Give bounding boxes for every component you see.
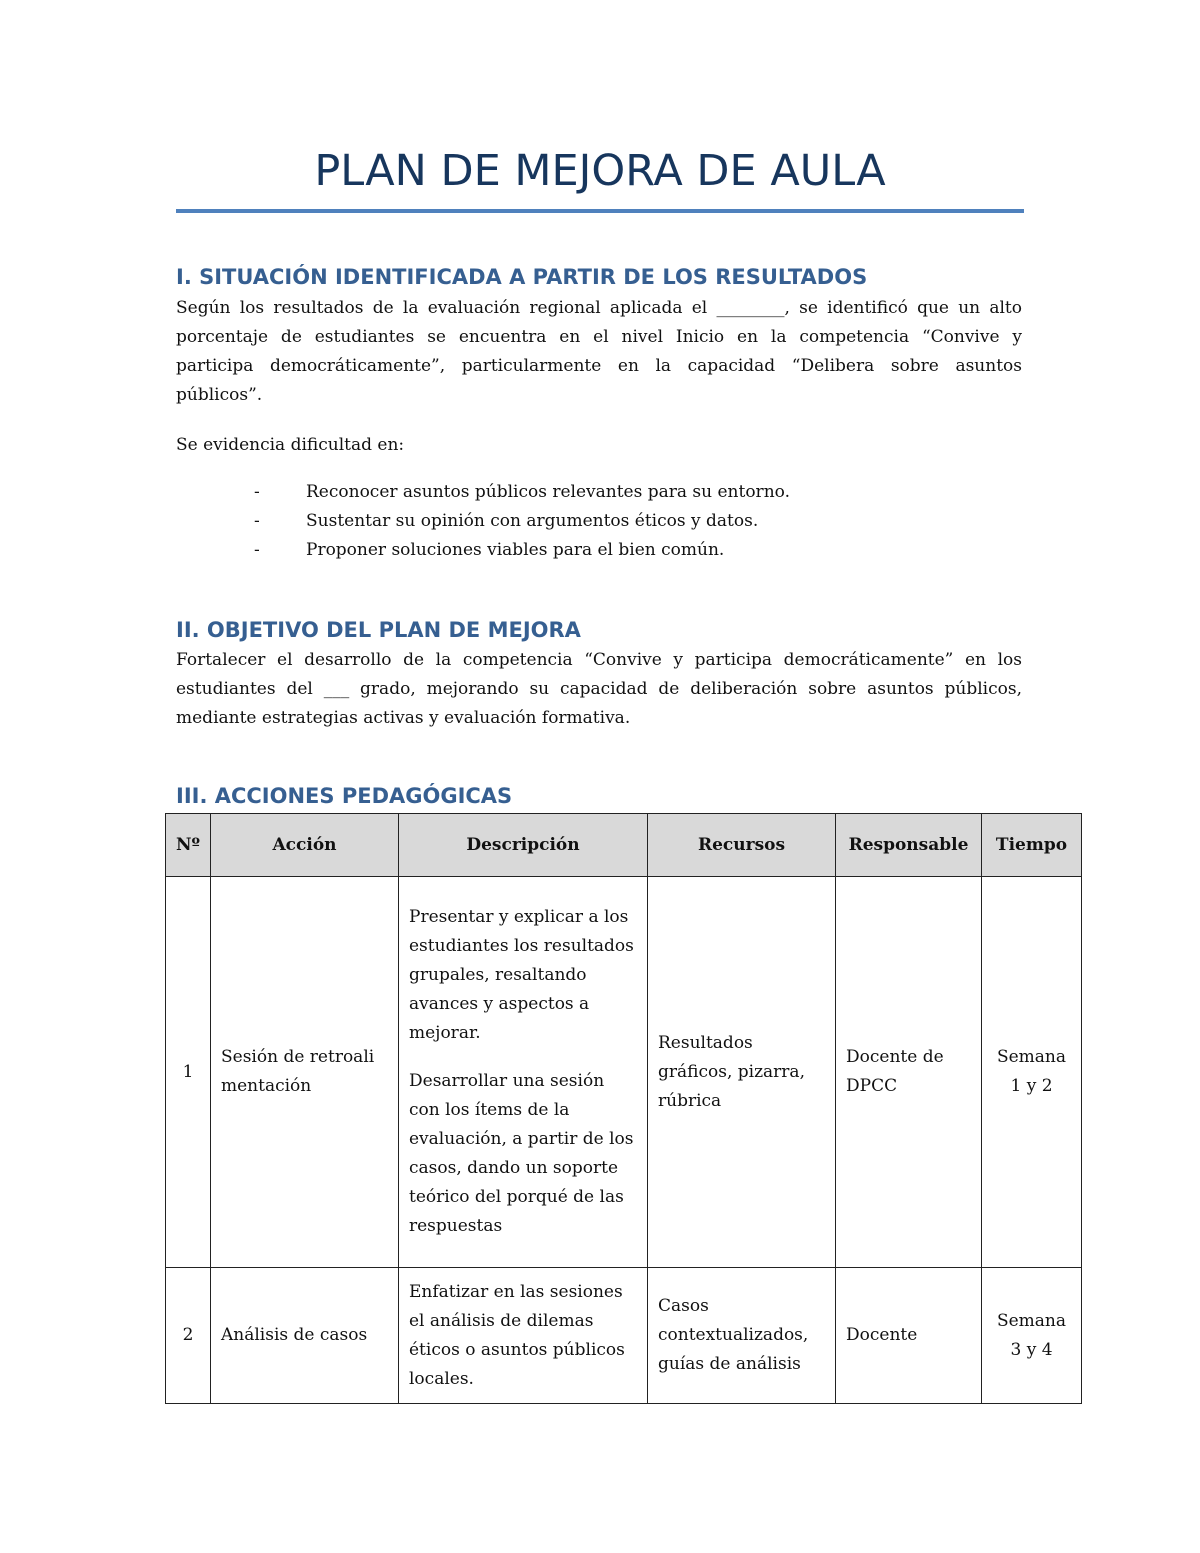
paragraph-line: públicos”. (176, 385, 263, 405)
paragraph-line: participa democráticamente”, particularmente en la capacidad “Delibera sobre asuntos (176, 356, 1022, 376)
column-header-num: Nº (166, 814, 211, 877)
bullet-dash: - (254, 482, 260, 502)
intro-text: Se evidencia dificultad en: (176, 435, 405, 455)
cell-responsable: Docente (836, 1268, 982, 1404)
list-item (176, 478, 1022, 507)
cell-tiempo: Semana 3 y 4 (982, 1268, 1082, 1404)
column-header-accion: Acción (211, 814, 399, 877)
cell-accion: Sesión de retroalimentación (211, 877, 399, 1268)
list-item (176, 507, 1022, 536)
table-row (166, 877, 1082, 1268)
list-item (176, 536, 1022, 565)
column-header-tiempo: Tiempo (982, 814, 1082, 877)
description-paragraph: Enfatizar en las sesiones el análisis de dilemas éticos o asuntos públicos locales. (409, 1281, 625, 1389)
paragraph-line: mediante estrategias activas y evaluación formativa. (176, 708, 631, 728)
section-2-heading: II. OBJETIVO DEL PLAN DE MEJORA (176, 618, 581, 642)
cell-accion: Análisis de casos (211, 1268, 399, 1404)
title-underline (176, 209, 1024, 213)
section-2-paragraph (176, 646, 1022, 733)
difficulty-list (176, 478, 1022, 565)
paragraph-line: Según los resultados de la evaluación regional aplicada el ________, se identificó que un alto (176, 298, 1022, 318)
cell-num: 1 (166, 877, 211, 1268)
list-item-text: Proponer soluciones viables para el bien común. (306, 540, 725, 560)
section-1-paragraph (176, 294, 1022, 410)
document-title: PLAN DE MEJORA DE AULA (314, 146, 886, 196)
list-item-text: Sustentar su opinión con argumentos éticos y datos. (306, 511, 759, 531)
description-paragraph: Desarrollar una sesión con los ítems de la evaluación, a partir de los casos, dando un soporte teórico del porqué de las respuestas (409, 1071, 634, 1236)
table-row (166, 1268, 1082, 1404)
section-3-heading: III. ACCIONES PEDAGÓGICAS (176, 784, 513, 808)
actions-table (165, 813, 1082, 1404)
list-item-text: Reconocer asuntos públicos relevantes para su entorno. (306, 482, 790, 502)
cell-descripcion (399, 1268, 648, 1404)
column-header-descripcion: Descripción (399, 814, 648, 877)
cell-recursos: Resultados gráficos, pizarra, rúbrica (648, 877, 836, 1268)
bullet-dash: - (254, 540, 260, 560)
column-header-responsable: Responsable (836, 814, 982, 877)
cell-num: 2 (166, 1268, 211, 1404)
paragraph-line: estudiantes del ___ grado, mejorando su capacidad de deliberación sobre asuntos públicos, (176, 679, 1022, 699)
cell-descripcion (399, 877, 648, 1268)
bullet-dash: - (254, 511, 260, 531)
section-1-heading: I. SITUACIÓN IDENTIFICADA A PARTIR DE LOS RESULTADOS (176, 265, 868, 289)
paragraph-line: Fortalecer el desarrollo de la competencia “Convive y participa democráticamente” en los (176, 650, 1022, 670)
paragraph-line: porcentaje de estudiantes se encuentra en el nivel Inicio en la competencia “Convive y (176, 327, 1022, 347)
cell-recursos: Casos contextualizados, guías de análisis (648, 1268, 836, 1404)
section-1-intro (176, 431, 1022, 460)
cell-tiempo: Semana 1 y 2 (982, 877, 1082, 1268)
cell-responsable: Docente de DPCC (836, 877, 982, 1268)
table-header-row (166, 814, 1082, 877)
description-paragraph: Presentar y explicar a los estudiantes los resultados grupales, resaltando avances y aspectos a mejorar. (409, 907, 634, 1043)
column-header-recursos: Recursos (648, 814, 836, 877)
